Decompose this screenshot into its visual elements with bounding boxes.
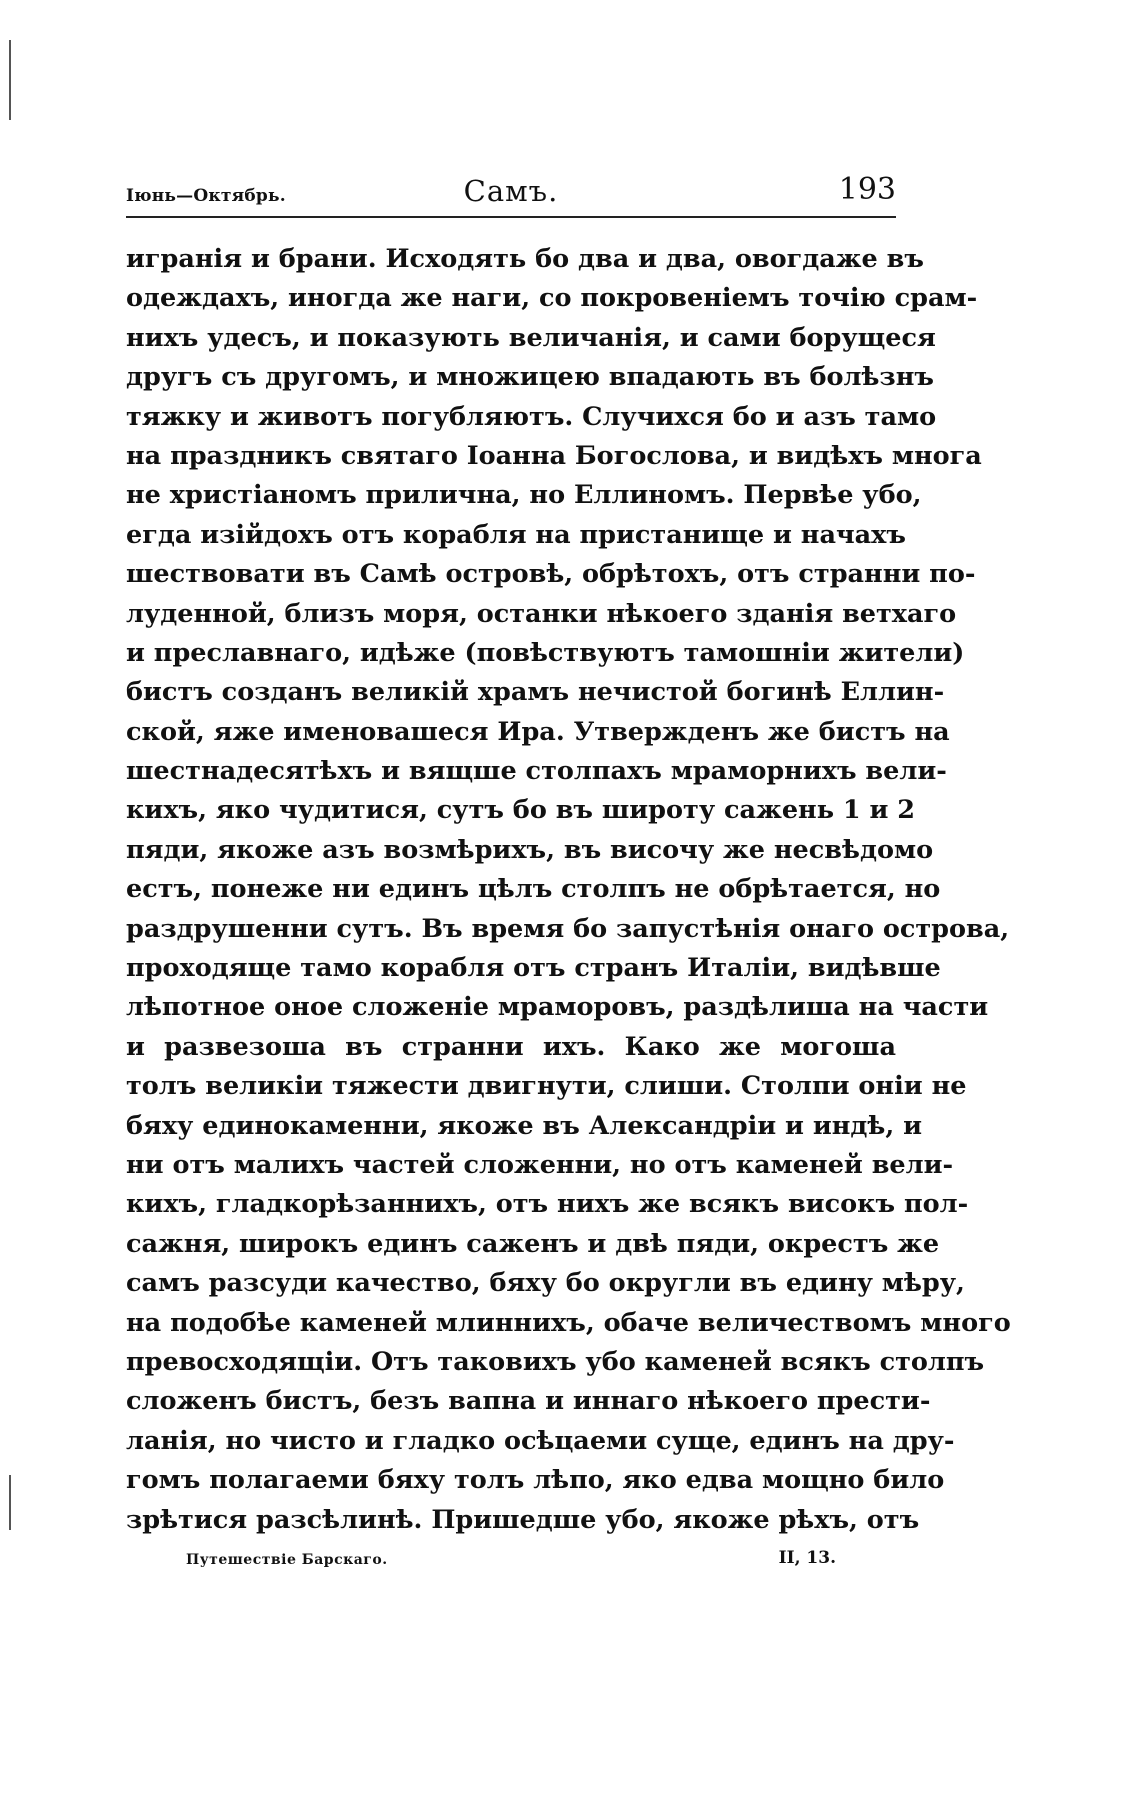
scan-margin-line-lower (9, 1475, 11, 1530)
running-head-months: Іюнь—Октябрь. (126, 186, 286, 206)
text-line: гомъ полагаеми бяху толъ лѣпо, яко едва мощно било (126, 1465, 945, 1496)
text-line: ни отъ малихъ частей сложенни, но отъ каменей вели- (126, 1149, 954, 1180)
text-line: проходяще тамо корабля отъ странъ Италіи, видѣвше (126, 953, 941, 984)
text-line: луденной, близъ моря, останки нѣкоего зданія ветхаго (126, 598, 957, 629)
running-head-title: Самъ. (463, 174, 559, 208)
text-line: толъ великіи тяжести двигнути, слиши. Столпи оніи не (126, 1071, 967, 1102)
signature-mark: II, 13. (778, 1547, 836, 1568)
text-line: и преславнаго, идѣже (повѣствуютъ тамошніи жители) (126, 637, 965, 668)
signature-title: Путешествіе Барскаго. (186, 1551, 388, 1568)
text-line: нихъ удесъ, и показують величанія, и сами борущеся (126, 322, 936, 353)
text-line: кихъ, яко чудитися, сутъ бо въ широту сажень 1 и 2 (126, 795, 916, 826)
text-line: шестнадесятѣхъ и вящше столпахъ мраморнихъ вели- (126, 756, 947, 787)
text-line: зрѣтися разсѣлинѣ. Пришедше убо, якоже рѣхъ, отъ (126, 1504, 920, 1535)
text-line: лѣпотное оное сложеніе мраморовъ, раздѣлиша на части (126, 992, 989, 1023)
book-page (126, 172, 1011, 1576)
text-line: на подобѣе каменей млиннихъ, обаче величествомъ много (126, 1307, 1011, 1338)
scan-margin-line-top (9, 40, 11, 120)
page-number: 193 (838, 172, 896, 207)
text-line: пяди, якоже азъ возмѣрихъ, въ височу же несвѣдомо (126, 834, 934, 865)
text-line: бяху единокаменни, якоже въ Александріи и индѣ, и (126, 1110, 923, 1141)
running-head (126, 172, 896, 218)
text-line: ланія, но чисто и гладко осѣцаеми суще, единъ на дру- (126, 1425, 955, 1456)
text-line: на праздникъ святаго Іоанна Богослова, и видѣхъ многа (126, 440, 982, 471)
text-line: одеждахъ, иногда же наги, со покровеніемъ точію срам- (126, 283, 978, 314)
text-line: шествовати въ Самѣ островѣ, обрѣтохъ, отъ странни по- (126, 559, 976, 590)
body-text (126, 240, 1011, 1540)
text-line: сажня, широкъ единъ саженъ и двѣ пяди, окрестъ же (126, 1228, 940, 1259)
text-line: раздрушенни сутъ. Въ время бо запустѣнія онаго острова, (126, 913, 1010, 944)
text-line: кихъ, гладкорѣзаннихъ, отъ нихъ же всякъ високъ пол- (126, 1189, 969, 1220)
text-line: сложенъ бистъ, безъ вапна и иннаго нѣкоего прести- (126, 1386, 931, 1417)
text-line: естъ, понеже ни единъ цѣлъ столпъ не обрѣтается, но (126, 874, 941, 905)
text-line: бистъ созданъ великій храмъ нечистой богинѣ Еллин- (126, 677, 945, 708)
text-line: не христіаномъ прилична, но Еллиномъ. Первѣе убо, (126, 480, 922, 511)
text-line: егда изійдохъ отъ корабля на пристанище и начахъ (126, 519, 906, 550)
text-line: ской, яже именовашеся Ира. Утвержденъ же бистъ на (126, 716, 950, 747)
text-line: игранія и брани. Исходять бо два и два, овогдаже въ (126, 244, 924, 274)
text-line: другъ съ другомъ, и множицею впадають въ болѣзнъ (126, 362, 934, 393)
page-footer (126, 1546, 896, 1576)
text-line: и развезоша въ странни ихъ. Како же могоша (126, 1031, 896, 1062)
text-line: самъ разсуди качество, бяху бо округли въ едину мѣру, (126, 1268, 965, 1299)
text-line: превосходящіи. Отъ таковихъ убо каменей всякъ столпъ (126, 1346, 985, 1377)
text-line: тяжку и животъ погубляютъ. Случихся бо и азъ тамо (126, 401, 937, 432)
